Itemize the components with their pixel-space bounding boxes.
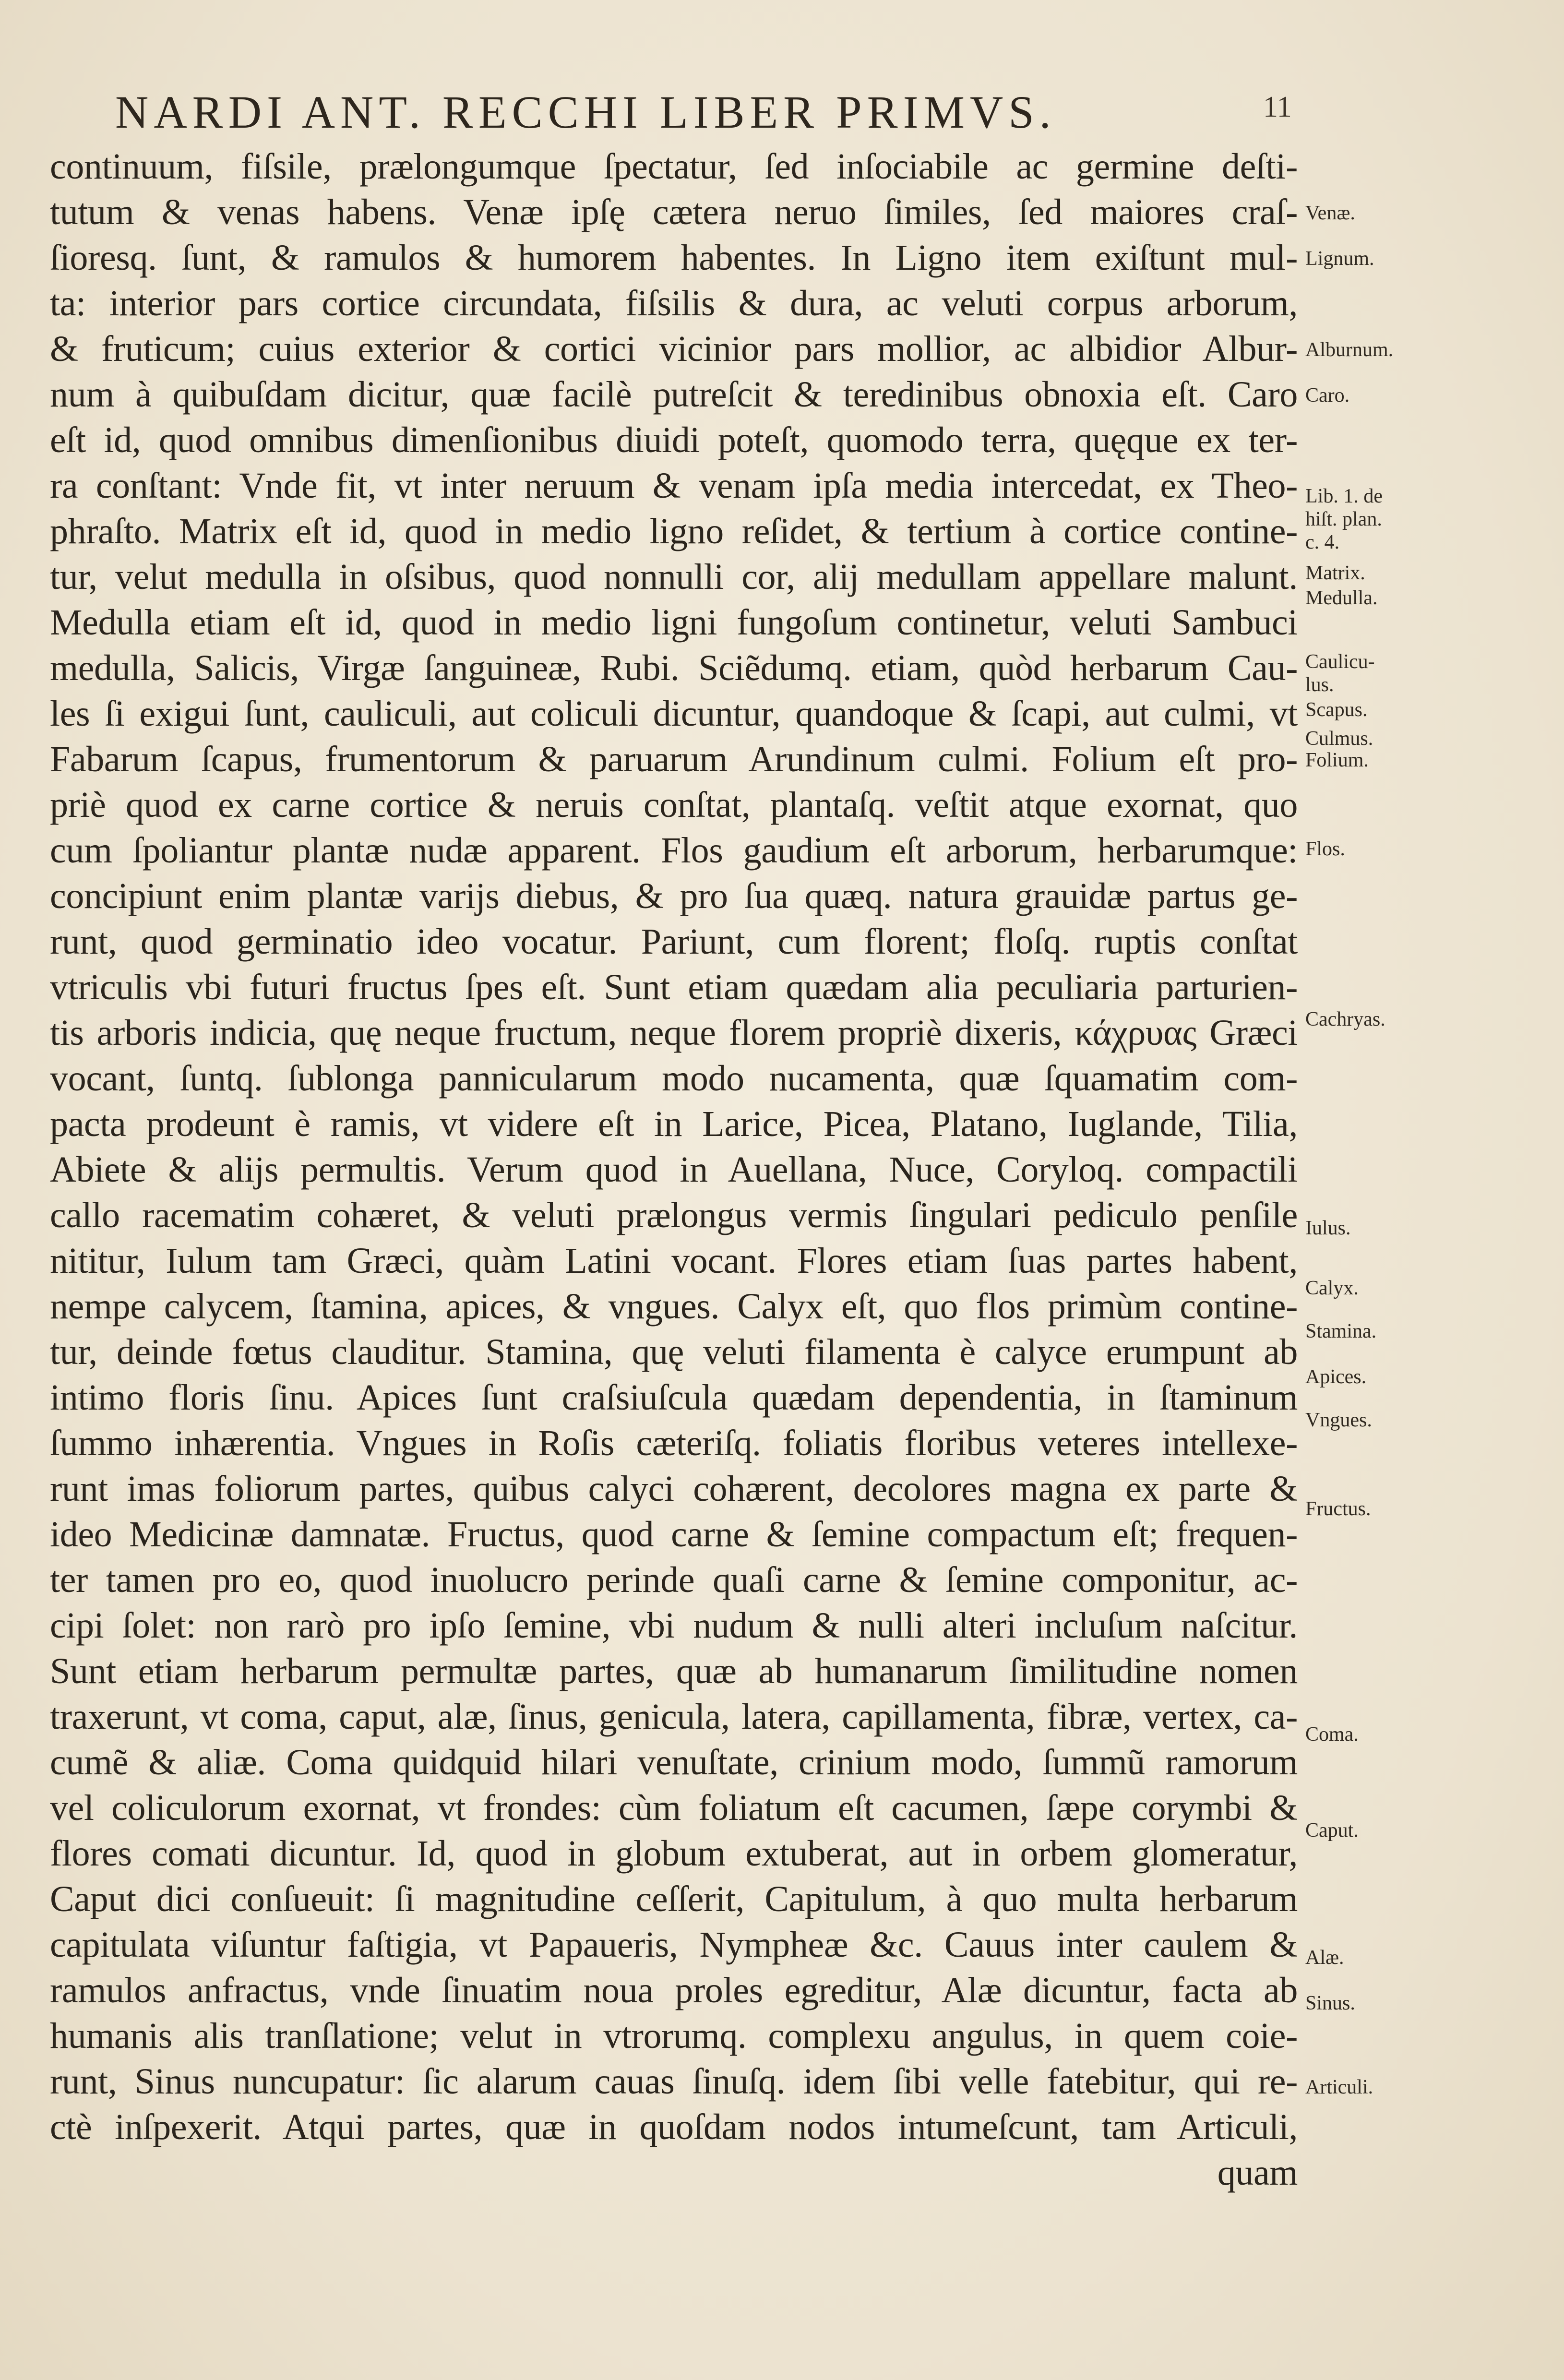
margin-note-line: Folium. <box>1305 749 1369 771</box>
text-line: tur, velut medulla in oſsibus, quod nonnulli cor, alij medullam appellare malunt. <box>50 557 1298 597</box>
text-line: nititur, Iulum tam Græci, quàm Latini vocant. Flores etiam ſuas partes habent, <box>50 1241 1298 1281</box>
margin-note-medulla <box>1305 586 1555 610</box>
text-line: humanis alis tranſlatione; velut in vtrorumq. complexu angulus, in quem coie- <box>50 2016 1298 2056</box>
text-line: quam <box>1217 2153 1298 2193</box>
text-line: cum ſpoliantur plantæ nudæ apparent. Flos gaudium eſt arborum, herbarumque: <box>50 830 1298 871</box>
text-line: nempe calycem, ſtamina, apices, & vngues. Calyx eſt, quo flos primùm contine- <box>50 1286 1298 1327</box>
text-line: num à quibuſdam dicitur, quæ facilè putreſcit & teredinibus obnoxia eſt. Caro <box>50 374 1298 415</box>
margin-note-line: Vngues. <box>1305 1409 1372 1431</box>
margin-note-line: Venæ. <box>1305 202 1355 224</box>
text-line: flores comati dicuntur. Id, quod in globum extuberat, aut in orbem glomeratur, <box>50 1833 1298 1874</box>
text-line: Fabarum ſcapus, frumentorum & paruarum Arundinum culmi. Folium eſt pro- <box>50 739 1298 779</box>
margin-note-line: Articuli. <box>1305 2076 1373 2098</box>
margin-note-apices <box>1305 1365 1555 1388</box>
margin-note-line: Culmus. <box>1305 728 1373 750</box>
text-line: & fruticum; cuius exterior & cortici vicinior pars mollior, ac albidior Albur- <box>50 329 1298 369</box>
margin-note-iulus <box>1305 1217 1555 1240</box>
text-line: ſummo inhærentia. Vngues in Roſis cæteriſq. foliatis floribus veteres intellexe- <box>50 1423 1298 1463</box>
text-line: traxerunt, vt coma, caput, alæ, ſinus, genicula, latera, capillamenta, fibræ, vertex, ca- <box>50 1697 1298 1737</box>
margin-note-line: Scapus. <box>1305 699 1368 721</box>
margin-note-scapus <box>1305 698 1555 721</box>
text-line: Abiete & alijs permultis. Verum quod in Auellana, Nuce, Coryloq. compactili <box>50 1149 1298 1190</box>
text-line: eſt id, quod omnibus dimenſionibus diuidi poteſt, quomodo terra, quęque ex ter- <box>50 420 1298 460</box>
margin-note-line: Medulla. <box>1305 587 1378 609</box>
text-line: Medulla etiam eſt id, quod in medio ligni fungoſum continetur, veluti Sambuci <box>50 602 1298 643</box>
margin-note-line: Alæ. <box>1305 1947 1344 1969</box>
margin-note-culmus <box>1305 727 1555 750</box>
text-line: Caput dici conſueuit: ſi magnitudine ceſſerit, Capitulum, à quo multa herbarum <box>50 1879 1298 1919</box>
margin-note-sinus <box>1305 1992 1555 2015</box>
text-line: concipiunt enim plantæ varijs diebus, & pro ſua quæq. natura grauidæ partus ge- <box>50 876 1298 916</box>
margin-note-line: Matrix. <box>1305 562 1365 584</box>
margin-note-line: Calyx. <box>1305 1277 1359 1299</box>
text-line: les ſi exigui ſunt, cauliculi, aut coliculi dicuntur, quandoque & ſcapi, aut culmi, vt <box>50 694 1298 734</box>
margin-note-line: Caro. <box>1305 384 1350 407</box>
margin-note-caput <box>1305 1819 1555 1842</box>
margin-note-fructus <box>1305 1497 1555 1520</box>
text-line: phraſto. Matrix eſt id, quod in medio ligno reſidet, & tertium à cortice contine- <box>50 511 1298 551</box>
margin-note-line: Caulicu- <box>1305 651 1375 673</box>
margin-note-articuli <box>1305 2076 1555 2099</box>
margin-note-stamina <box>1305 1320 1555 1343</box>
margin-note-line: Cachryas. <box>1305 1008 1385 1030</box>
text-line: ramulos anfractus, vnde ſinuatim noua proles egreditur, Alæ dicuntur, facta ab <box>50 1970 1298 2010</box>
text-line: ra conſtant: Vnde fit, vt inter neruum & venam ipſa media intercedat, ex Theo- <box>50 466 1298 506</box>
margin-note-line: lus. <box>1305 674 1334 696</box>
margin-note-line: Apices. <box>1305 1366 1367 1388</box>
page-number: 11 <box>1263 91 1292 123</box>
text-line: pacta prodeunt è ramis, vt videre eſt in Larice, Picea, Platano, Iuglande, Tilia, <box>50 1104 1298 1144</box>
margin-note-venae <box>1305 202 1555 225</box>
margin-note-line: Flos. <box>1305 838 1345 860</box>
margin-note-matrix <box>1305 562 1555 585</box>
margin-note-alae <box>1305 1946 1555 1969</box>
margin-note-line: hiſt. plan. <box>1305 508 1382 530</box>
margin-note-flos <box>1305 837 1555 861</box>
margin-note-caro <box>1305 384 1555 407</box>
text-line: continuum, fiſsile, prælongumque ſpectatur, ſed inſociabile ac germine deſti- <box>50 146 1298 187</box>
margin-note-lib <box>1305 485 1555 554</box>
margin-note-line: Fructus. <box>1305 1498 1371 1520</box>
margin-note-cauliculus <box>1305 650 1555 696</box>
text-line: medulla, Salicis, Virgæ ſanguineæ, Rubi. Sciẽdumq. etiam, quòd herbarum Cau- <box>50 648 1298 688</box>
text-line: capitulata viſuntur faſtigia, vt Papaueris, Nympheæ &c. Cauus inter caulem & <box>50 1925 1298 1965</box>
text-line: tis arboris indicia, quę neque fructum, neque florem propriè dixeris, κάχρυας Græci <box>50 1013 1298 1053</box>
margin-note-lignum <box>1305 247 1555 270</box>
margin-note-line: c. 4. <box>1305 531 1340 553</box>
margin-note-line: Coma. <box>1305 1723 1359 1746</box>
margin-note-folium <box>1305 749 1555 772</box>
margin-note-line: Alburnum. <box>1305 339 1394 361</box>
margin-note-line: Lignum. <box>1305 248 1374 270</box>
margin-note-line: Sinus. <box>1305 1992 1355 2014</box>
text-line: vocant, ſuntq. ſublonga pannicularum modo nucamenta, quæ ſquamatim com- <box>50 1058 1298 1099</box>
text-line: callo racematim cohæret, & veluti prælongus vermis ſingulari pediculo penſile <box>50 1195 1298 1235</box>
margin-note-vngues <box>1305 1409 1555 1432</box>
text-line: ta: interior pars cortice circundata, fiſsilis & dura, ac veluti corpus arborum, <box>50 283 1298 323</box>
text-line: cumẽ & aliæ. Coma quidquid hilari venuſtate, crinium modo, ſummũ ramorum <box>50 1742 1298 1782</box>
margin-note-line: Iulus. <box>1305 1217 1351 1239</box>
text-line: priè quod ex carne cortice & neruis conſtat, plantaſq. veſtit atque exornat, quo <box>50 785 1298 825</box>
margin-note-coma <box>1305 1723 1555 1746</box>
text-line: tur, deinde fœtus clauditur. Stamina, quę veluti filamenta è calyce erumpunt ab <box>50 1332 1298 1372</box>
text-line: ctè inſpexerit. Atqui partes, quæ in quoſdam nodos intumeſcunt, tam Articuli, <box>50 2107 1298 2147</box>
text-line: vel coliculorum exornat, vt frondes: cùm foliatum eſt cacumen, ſæpe corymbi & <box>50 1788 1298 1828</box>
main-text-column <box>50 144 1298 2196</box>
text-line: runt imas foliorum partes, quibus calyci cohærent, decolores magna ex parte & <box>50 1469 1298 1509</box>
text-line: ter tamen pro eo, quod inuolucro perinde quaſi carne & ſemine componitur, ac- <box>50 1560 1298 1600</box>
text-line: tutum & venas habens. Venæ ipſę cætera neruo ſimiles, ſed maiores craſ- <box>50 192 1298 232</box>
margin-note-line: Caput. <box>1305 1819 1359 1842</box>
text-line: ſioresq. ſunt, & ramulos & humorem habentes. In Ligno item exiſtunt mul- <box>50 238 1298 278</box>
text-line: runt, Sinus nuncupatur: ſic alarum cauas ſinuſq. idem ſibi velle fatebitur, qui re- <box>50 2061 1298 2102</box>
text-line: runt, quod germinatio ideo vocatur. Pariunt, cum florent; floſq. ruptis conſtat <box>50 921 1298 962</box>
margin-note-calyx <box>1305 1277 1555 1300</box>
margin-note-alburnum <box>1305 338 1555 361</box>
margin-note-cachryas <box>1305 1008 1555 1031</box>
margin-note-line: Lib. 1. de <box>1305 485 1383 507</box>
text-line: cipi ſolet: non rarò pro ipſo ſemine, vbi nudum & nulli alteri incluſum naſcitur. <box>50 1605 1298 1646</box>
margin-note-line: Stamina. <box>1305 1320 1377 1342</box>
running-head: NARDI ANT. RECCHI LIBER PRIMVS. <box>115 86 1056 138</box>
text-line: ideo Medicinæ damnatæ. Fructus, quod carne & ſemine compactum eſt; frequen- <box>50 1514 1298 1555</box>
text-line: vtriculis vbi futuri fructus ſpes eſt. Sunt etiam quædam alia peculiaria parturien- <box>50 967 1298 1007</box>
text-line: Sunt etiam herbarum permultæ partes, quæ ab humanarum ſimilitudine nomen <box>50 1651 1298 1691</box>
text-line: intimo floris ſinu. Apices ſunt craſsiuſcula quædam dependentia, in ſtaminum <box>50 1377 1298 1418</box>
